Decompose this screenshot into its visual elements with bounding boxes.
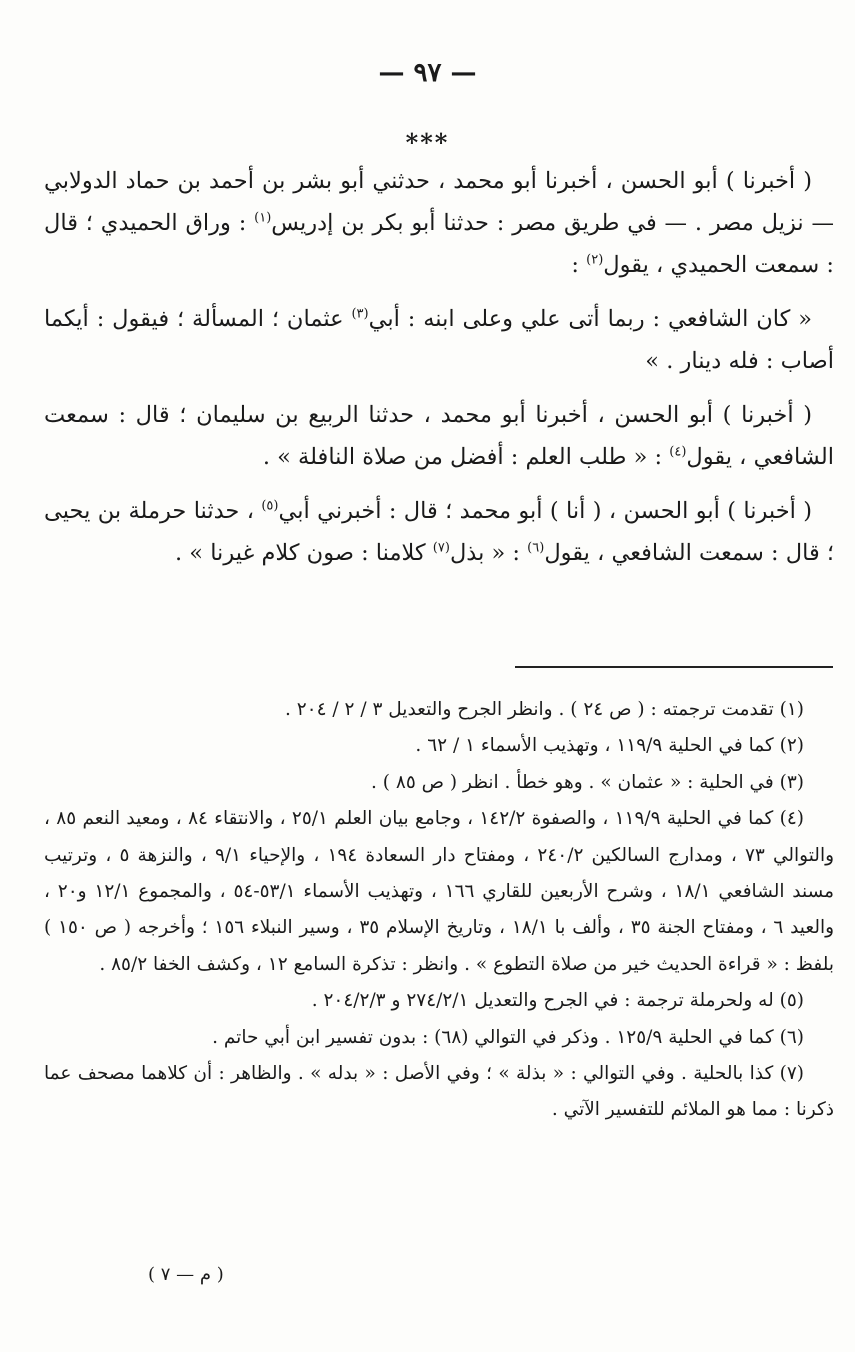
paragraph-4-text-c: : « بذل bbox=[449, 540, 528, 566]
paragraph-2 bbox=[44, 298, 834, 382]
paragraph-4-text-b: ، حدثنا حرملة بن يحيى ؛ قال : سمعت الشافعي ، يقول bbox=[44, 498, 834, 566]
paragraph-4-text-d: كلامنا : صون كلام غيرنا » . bbox=[174, 540, 433, 566]
paragraph-1 bbox=[44, 160, 834, 286]
paragraph-1-text-b: : وراق الحميدي ؛ قال : سمعت الحميدي ، يقول bbox=[44, 210, 834, 278]
footnote-7: (٧) كذا بالحلية . وفي التوالي : « بذلة » ؛ وفي الأصل : « بدله » . والظاهر : أن كلاهما مصحف عما ذكرنا : مما هو الملائم للتفسير الآتي . bbox=[44, 1063, 834, 1121]
footnote-ref-5: (٥) bbox=[261, 498, 279, 514]
paragraph-3 bbox=[44, 394, 834, 478]
signature-mark: ( م — ٧ ) bbox=[148, 1264, 224, 1285]
footnote-ref-2: (٢) bbox=[586, 252, 604, 268]
paragraph-3-text-b: : « طلب العلم : أفضل من صلاة النافلة » . bbox=[262, 444, 670, 470]
paragraph-1-text-c: : bbox=[571, 252, 587, 278]
footnote-ref-7: (٧) bbox=[432, 540, 450, 556]
paragraph-1-text-a: ( أخبرنا ) أبو الحسن ، أخبرنا أبو محمد ، حدثني أبو بشر بن أحمد بن حماد الدولابي — نزيل مصر . — في طريق مصر : حدثنا أبو بكر بن إدريس bbox=[44, 168, 834, 236]
footnote-ref-6: (٦) bbox=[527, 540, 545, 556]
footnote-5: (٥) له ولحرملة ترجمة : في الجرح والتعديل ٢٧٤/٢/١ و ٢٠٤/٢/٣ . bbox=[311, 990, 804, 1012]
footnote-ref-1: (١) bbox=[254, 210, 272, 226]
section-separator: *** bbox=[405, 128, 450, 157]
paragraph-2-text-a: « كان الشافعي : ربما أتى علي وعلى ابنه : أبي bbox=[368, 306, 812, 332]
footnote-2: (٢) كما في الحلية ١١٩/٩ ، وتهذيب الأسماء ١ / ٦٢ . bbox=[415, 735, 804, 757]
footnote-3: (٣) في الحلية : « عثمان » . وهو خطأ . انظر ( ص ٨٥ ) . bbox=[371, 771, 804, 793]
page-number: — ٩٧ — bbox=[378, 58, 477, 88]
footnote-4: (٤) كما في الحلية ١١٩/٩ ، والصفوة ١٤٢/٢ ، وجامع بيان العلم ٢٥/١ ، والانتقاء ٨٤ ، ومعيد النعم ٨٥ ، والتوالي ٧٣ ، ومدارج السالكين ٢٤٠/٢ ، ومفتاح دار السعادة ١٩٤ ، والإحياء ٩/١ ، والنزهة ٥ ، وترتيب مسند الشافعي ١٨/١ ، وشرح الأربعين للقاري ١٦٦ ، وتهذيب الأسماء ٥٣/١-٥٤ ، والمجموع ١٢/١ و٢٠ ، والعيد ٦ ، ومفتاح الجنة ٣٥ ، وألف با ١٨/١ ، وتاريخ الإسلام ٣٥ ، وسير النبلاء ١٥٦ ؛ وأخرجه ( ص ١٥٠ ) بلفظ : « قراءة الحديث خير من صلاة التطوع » . وانظر : تذكرة السامع ١٢ ، وكشف الخفا ٨٥/٢ . bbox=[44, 808, 835, 975]
paragraph-3-text-a: ( أخبرنا ) أبو الحسن ، أخبرنا أبو محمد ، حدثنا الربيع بن سليمان ؛ قال : سمعت الشافعي ، يقول bbox=[44, 402, 834, 470]
footnote-1: (١) تقدمت ترجمته : ( ص ٢٤ ) . وانظر الجرح والتعديل ٣ / ٢ / ٢٠٤ . bbox=[284, 699, 804, 720]
paragraph-4-text-a: ( أخبرنا ) أبو الحسن ، ( أنا ) أبو محمد ؛ قال : أخبرني أبي bbox=[278, 498, 812, 524]
footnotes bbox=[44, 692, 834, 1129]
paragraph-4 bbox=[44, 490, 834, 574]
footnote-divider bbox=[515, 666, 833, 668]
paragraph-2-text-b: عثمان ؛ المسألة ؛ فيقول : أيكما أصاب : فله دينار . » bbox=[44, 306, 834, 374]
footnote-6: (٦) كما في الحلية ١٢٥/٩ . وذكر في التوالي (٦٨) : بدون تفسير ابن أبي حاتم . bbox=[212, 1026, 804, 1048]
main-text bbox=[44, 160, 834, 584]
footnote-ref-4: (٤) bbox=[669, 444, 687, 460]
footnote-ref-3: (٣) bbox=[351, 306, 369, 322]
